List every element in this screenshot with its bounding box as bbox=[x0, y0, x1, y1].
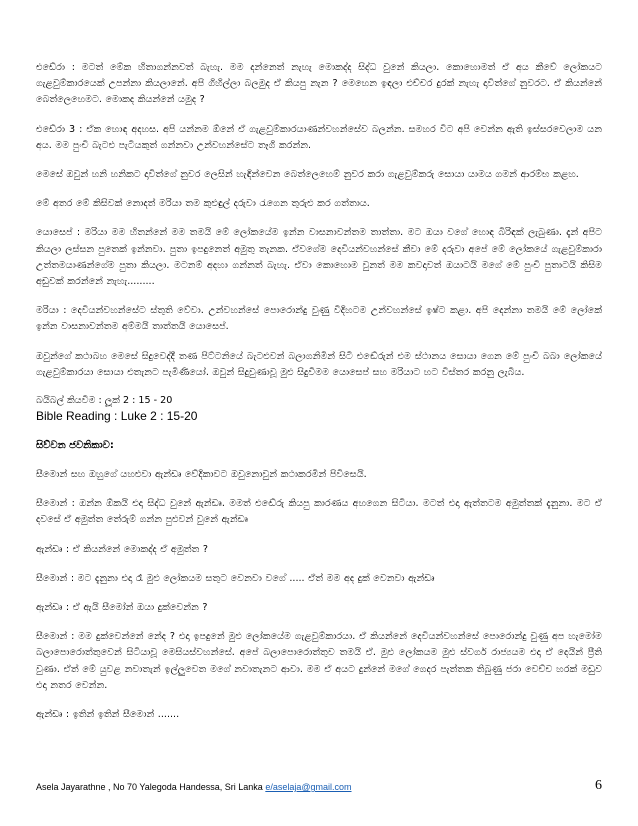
paragraph-joseph: යොසෙප් : මරියා මම හිතන්නේ මම තමයි මේ ලෝකයේම ඉන්න වාසනාවන්තම තාත්තා. මට ඔයා වගේ හොඳ බිරිඳක් ලැබුණා. දැන් අපිට කියලා ලස්සන පුතෙක් ඉන්නවා. පුතා ඉපදුනෙත් අමුතු තැනක. ඒවගේම දෙවියන්වහන්සේ කීවා මේ දරුවා අපේ මේ ලෝකයේ ගැළවුම්කාරා උත්තමයාණන්ගේම පුතා කියලා. මටනම් අදහා ගන්නත් බැහැ. ඒවා කොහොම වුනත් මම කවදාවත් ඔයාටයි මගේ මේ පුංචි පුතාටයි කිසිම අඩුවක් කරන්නේ නැහැ......... bbox=[36, 227, 602, 288]
bible-reading-sinhala: බයිබල් කියවීම : ලූක් 2 : 15 - 20 bbox=[36, 395, 173, 407]
paragraph-mary: මේ අතර මේ කිසිවක් නොදත් මරියා තම කුළුඳුල් දරුවා රැගෙන තුරුළු කර ගත්තාය. bbox=[36, 198, 370, 210]
scene-line: ඇන්ඩෘ : ඒ ඇයි සීමෝන් ඔයා දුක්වෙන්න ? bbox=[36, 602, 208, 614]
page-number: 6 bbox=[595, 778, 602, 793]
footer-address-text: Asela Jayarathne , No 70 Yalegoda Handessa, Sri Lanka bbox=[36, 782, 266, 792]
scene-line: සීමොන් : ඔන්න ඕකයි එදා සිද්ධ වුනේ ඇන්ඩෘ. මමත් එඬේරු කියපු කාරණය අහගෙන සිටියා. මටත් එදා ඇත්තටම අමුත්තක් දැනුනා. මට ඒ දවසේ ඒ අමුත්ත තේරුම් ගන්න පුළුවන් වුනේ ඇන්ඩෘ bbox=[36, 498, 602, 526]
footer-email-link[interactable]: e/aselaja@gmail.com bbox=[265, 782, 352, 792]
scene-line: සීමොන් : මම දුක්වෙන්නේ නේද ? එදා ඉපදුනේ මුළු ලෝකයේම ගැළවුම්කාරයා. ඒ කියන්නේ දෙවියන්වහන්සේ පොරොන්දු වුණු අප හැමෝම බලාපොරොත්තුවෙන් සිටියාවූ මෙසියස්වහන්සේ. අපේ බලාපොරොත්තුව තමයි ඒ. මුළු ලෝකයම මුළු ස්වර්ග රාජ්‍යයම එදා ඒ දෙයින් ප්‍රීති වුණා. ඒත් මේ යුවළ නවාතැන් ඉල්ලුවෙත මගේ නවාතැනට ආවා. මම ඒ අයට දුන්නේ මගේ ගෙදර පැත්තක තිබුණු ජරා වෙච්ච හරක් මඩුව එදා නතර වෙන්න. bbox=[36, 631, 602, 691]
scene-line: සීමොන් : මට දැනුනා එදා රෑ මුළු ලෝකයම සතුට වෙනවා වගේ ..... ඒත් මම අද දුක් වෙනවා ඇන්ඩෘ bbox=[36, 572, 435, 584]
scene-line: සීමොන් සහ ඔහුගේ යහළුවා ඇන්ඩෘ වේදිකාවට ඔවුනොවුන් කථාකරමින් පිවිසෙයි. bbox=[36, 469, 367, 481]
scene-heading: සිව්වන ජවනිකාව: bbox=[36, 440, 114, 452]
footer-address bbox=[36, 782, 352, 792]
scene-line: ඇන්ඩෘ : ඒ කියන්නේ මොකද්ද ඒ අමුත්ත ? bbox=[36, 543, 208, 555]
paragraph-mary-reply: මරියා : දෙවියන්වහන්සේට ස්තුති වේවා. උන්වහන්සේ පොරොන්දු වුණු විදිහටම උන්වහන්සේ ඉෂ්ට කළා. අපි දෙන්නා තමයි මේ ලෝකේ ඉන්න වාසනාවන්තම අම්මයි තාත්තයි යොසෙප්. bbox=[36, 305, 602, 333]
scene-line: ඇන්ඩෘ : ඉතින් ඉතින් සීමොන් ....... bbox=[36, 709, 180, 721]
paragraph-shepherd-3: එඩේරා 3 : ඒක හොඳ අදහස. අපි යන්නම ඕනේ ඒ ගැළවුම්කාරයාණන්වහන්සේව බලන්න. සමහර විට අපි වෙන්න ඇති ඉස්සරවෙලාම යන අය. මම පුංචි බැටළු පැටියකුත් ගන්නවා උන්වහන්සේට තෑගි කරන්න. bbox=[36, 123, 602, 151]
paragraph-shepherds-arrive: ඔවුන්ගේ කථාබහ මෙසේ සිදුවෙද්දී තණ පිට්ටනියේ බැටළුවන් බලාගනිමින් සිටි එඬේරුන් එම ස්ථානය සොයා ගෙන මේ පුංචි බබා ලෝකයේ ගැළවුම්කාරයා සොයා එතැනට පැමිණියෝ. ඔවුන් සිදුවුණාවූ මුළු සිදුවීමම යොසෙප් සහ මරියාට හට විස්තර කරනු ලැබීය. bbox=[36, 350, 602, 378]
paragraph-journey: මෙසේ ඔවුන් හනි හනිකට දාවිත්ගේ නුවර ලෙසින් හැඳින්වෙන බෙත්ලෙහෙම් නුවර කරා ගැළවුම්කරු සොයා යාමය ගමන් ආරම්භ කළහ. bbox=[36, 169, 579, 181]
bible-reading-english: Bible Reading : Luke 2 : 15-20 bbox=[36, 409, 198, 424]
page-body bbox=[36, 60, 602, 736]
page-footer bbox=[36, 778, 602, 796]
paragraph-shepherd-1: එඩේරා : මටත් මේක හිතාගන්නවත් බැහැ. මම දන්නෙත් නැහැ මොකද්ද සිද්ධ වුනේ කියලා. කොහොමත් ඒ අය කීවේ ලෝකයට ගැළවුම්කාරයෙක් උපන්නා කියලානේ. අපි ගිහිල්ලා බලමුද ඒ කියපු නැන ? මෙහෙන ඉඳලා එච්චර දුරක් නැහැ දාවිත්ගේ නුවරට. ඒ කියන්නේ බෙත්ලෙහෙමට. මොකද කියන්නේ යමුද ? bbox=[36, 62, 602, 106]
